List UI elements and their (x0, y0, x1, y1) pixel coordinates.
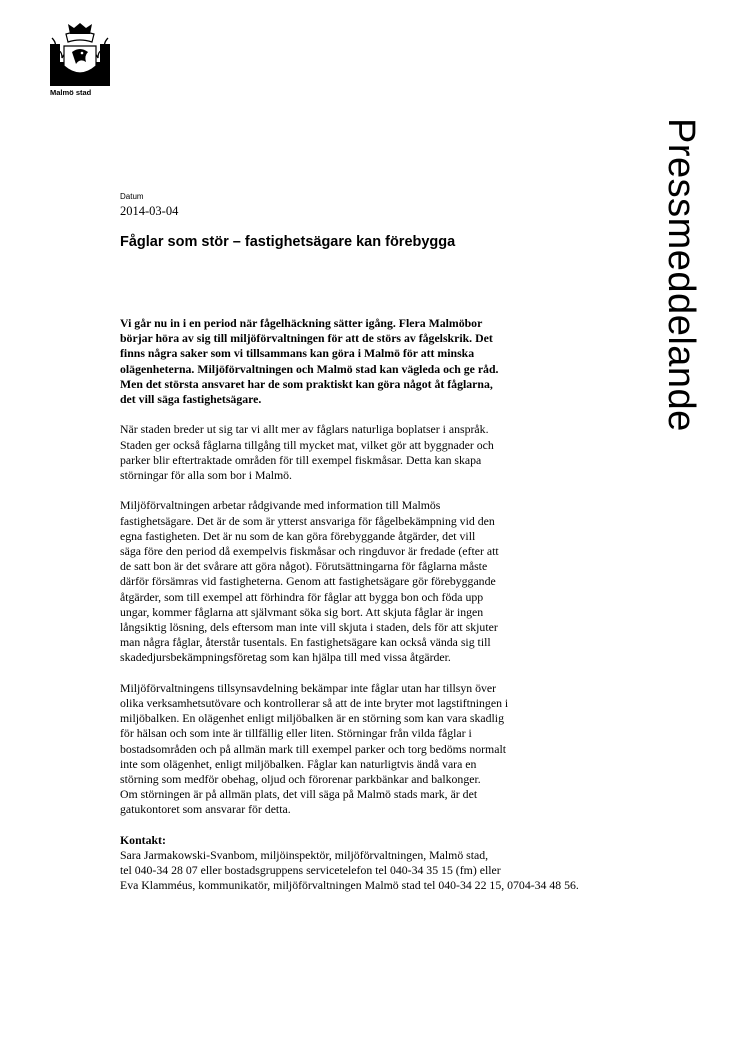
paragraph-line: bostadsområden och på allmän mark till exempel parker och torg bedöms normalt (120, 741, 507, 756)
paragraph-line: Staden ger också fåglarna tillgång till mycket mat, vilket gör att byggnader och (120, 437, 494, 452)
paragraph-line: Miljöförvaltningen arbetar rådgivande med information till Malmös (120, 498, 441, 513)
paragraph-line: miljöbalken. En olägenhet enligt miljöbalken är en störning som kan vara skadlig (120, 711, 504, 726)
lead-line: det vill säga fastighetsägare. (120, 392, 262, 407)
lead-line: Vi går nu in i en period när fågelhäckning sätter igång. Flera Malmöbor (120, 316, 483, 330)
contact-line: tel 040-34 28 07 eller bostadsgruppens servicetelefon tel 040-34 35 15 (fm) eller (120, 863, 501, 878)
date-value: 2014-03-04 (120, 204, 179, 218)
paragraph-line: gatukontoret som ansvarar för detta. (120, 802, 291, 817)
paragraph-line: långsiktig lösning, dels eftersom man inte vill skjuta i staden, dels för att skjuter (120, 620, 498, 635)
logo-caption: Malmö stad (50, 88, 92, 97)
paragraph-2 (120, 498, 620, 665)
malmo-stad-logo (48, 22, 114, 100)
paragraph-line: fastighetsägare. Det är de som är ytterst ansvariga för fågelbekämpning vid den (120, 513, 495, 528)
contact-heading: Kontakt: (120, 832, 166, 847)
contact-line: Sara Jarmakowski-Svanbom, miljöinspektör, miljöförvaltningen, Malmö stad, (120, 848, 489, 863)
paragraph-line: störning som medför obehag, oljud och förorenar parkbänkar and balkonger. (120, 772, 481, 787)
paragraph-line: ungar, kommer fåglarna att självmant söka sig bort. Att skjuta fåglar är ingen (120, 604, 484, 619)
article-body (120, 316, 620, 909)
lead-line: olägenheterna. Miljöförvaltningen och Malmö stad kan vägleda och ge råd. (120, 361, 499, 376)
date-label: Datum (120, 192, 144, 201)
paragraph-3 (120, 681, 620, 818)
paragraph-line: man några fåglar, återstår tusentals. En fastighetsägare kan också vända sig till (120, 635, 491, 650)
griffin-crest-icon (48, 22, 112, 88)
side-title: Pressmeddelande (660, 118, 702, 432)
paragraph-line: egna fastigheten. Det är nu som de kan göra förebyggande åtgärder, det vill (120, 528, 476, 543)
lead-line: börjar höra av sig till miljöförvaltningen för att de störs av fågelskrik. Det (120, 331, 493, 346)
paragraph-1 (120, 422, 620, 483)
paragraph-line: för hälsan och som inte är tillfällig eller liten. Störningar från vilda fåglar i (120, 726, 472, 741)
paragraph-line: parker blir eftertraktade områden för till exempel fiskmåsar. Detta kan skapa (120, 452, 482, 467)
paragraph-line: säga före den period då exempelvis fiskmåsar och ringduvor är fredade (efter att (120, 544, 499, 559)
contact-line: Eva Klamméus, kommunikatör, miljöförvaltningen Malmö stad tel 040-34 22 15, 0704-34 48 56. (120, 878, 579, 893)
paragraph-line: åtgärder, som till exempel att förhindra för fåglar att bygga bon och föda upp (120, 589, 484, 604)
paragraph-line: störningar för alla som bor i Malmö. (120, 468, 293, 483)
paragraph-line: därför försämras vid fastigheterna. Genom att fastighetsägare gör förebyggande (120, 574, 496, 589)
lead-line: finns några saker som vi tillsammans kan göra i Malmö för att minska (120, 346, 475, 361)
paragraph-line: de satt bon är det svårare att göra något). Förutsättningarna för fåglarna måste (120, 559, 488, 574)
paragraph-line: olika verksamhetsutövare och kontrollerar så att de inte bryter mot lagstiftningen i (120, 696, 509, 711)
paragraph-line: Miljöförvaltningens tillsynsavdelning bekämpar inte fåglar utan har tillsyn över (120, 680, 497, 695)
paragraph-line: När staden breder ut sig tar vi allt mer av fåglars naturliga boplatser i anspråk. (120, 422, 489, 437)
lead-line: Men det största ansvaret har de som praktiskt kan göra något åt fåglarna, (120, 376, 493, 391)
page-title: Fåglar som stör – fastighetsägare kan förebygga (120, 234, 456, 250)
paragraph-line: inte som olägenhet, enligt miljöbalken. Fåglar kan naturligtvis ändå vara en (120, 756, 477, 771)
lead-paragraph (120, 316, 620, 407)
paragraph-line: skadedjursbekämpningsföretag som kan hjälpa till med vissa åtgärder. (120, 650, 451, 665)
contact-block (120, 833, 620, 894)
paragraph-line: Om störningen är på allmän plats, det vill säga på Malmö stads mark, är det (120, 787, 478, 802)
